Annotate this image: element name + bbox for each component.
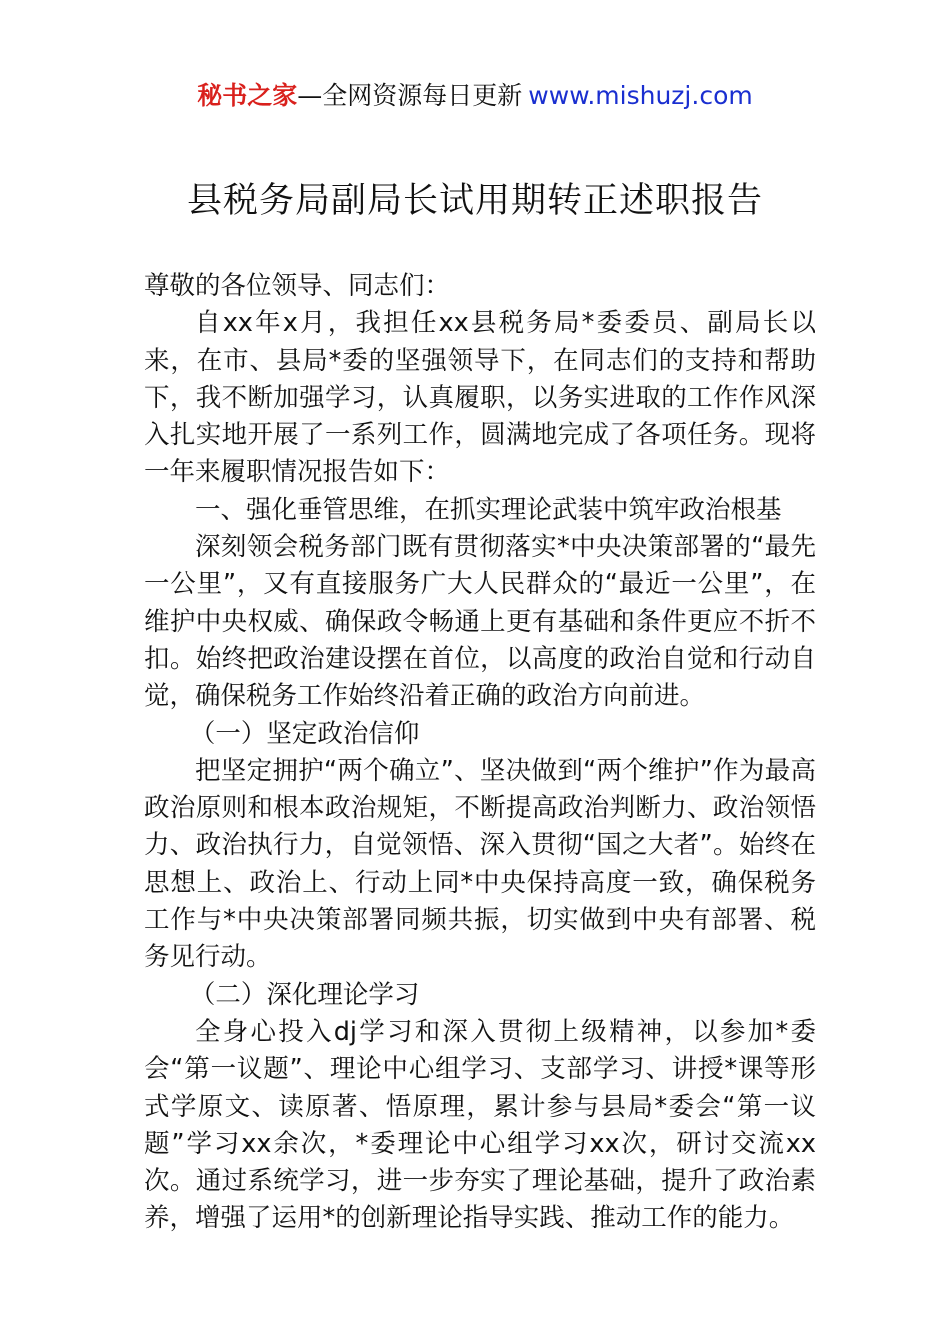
section-heading-1: 一、强化垂管思维，在抓实理论武装中筑牢政治根基 (195, 494, 782, 525)
subsection-heading-2: （二）深化理论学习 (189, 979, 420, 1010)
subsection-heading-1: （一）坚定政治信仰 (189, 718, 420, 749)
intro-paragraph: 自xx年x月，我担任xx县税务局*委委员、副局长以来，在市、县局*委的坚强领导下，在同志们的支持和帮助下，我不断加强学习，认真履职，以务实进取的工作作风深入扎实地开展了一系列工作，圆满地完成了各项任务。现将一年来履职情况报告如下： (144, 308, 816, 488)
subsection-2-paragraph: 全身心投入dj学习和深入贯彻上级精神，以参加*委会“第一议题”、理论中心组学习、支部学习、讲授*课等形式学原文、读原著、悟原理，累计参与县局*委会“第一议题”学习xx余次，*委理论中心组学习xx次，研讨交流xx次。通过系统学习，进一步夯实了理论基础，提升了政治素养，增强了运用*的创新理论指导实践、推动工作的能力。 (144, 1016, 816, 1234)
section-1-paragraph: 深刻领会税务部门既有贯彻落实*中央决策部署的“最先一公里”，又有直接服务广大人民群众的“最近一公里”，在维护中央权威、确保政令畅通上更有基础和条件更应不折不扣。始终把政治建设摆在首位，以高度的政治自觉和行动自觉，确保税务工作始终沿着正确的政治方向前进。 (144, 532, 816, 712)
site-url-link[interactable]: www.mishuzj.com (528, 81, 753, 110)
document-body (144, 268, 816, 1238)
subsection-1-paragraph: 把坚定拥护“两个确立”、坚决做到“两个维护”作为最高政治原则和根本政治规矩，不断提高政治判断力、政治领悟力、政治执行力，自觉领悟、深入贯彻“国之大者”。始终在思想上、政治上、行动上同*中央保持高度一致，确保税务工作与*中央决策部署同频共振，切实做到中央有部署、税务见行动。 (144, 755, 816, 973)
salutation: 尊敬的各位领导、同志们： (144, 271, 451, 301)
site-brand: 秘书之家 (197, 81, 298, 110)
site-tagline: —全网资源每日更新 (297, 81, 523, 110)
document-title: 县税务局副局长试用期转正述职报告 (186, 181, 763, 221)
site-header (0, 80, 950, 112)
